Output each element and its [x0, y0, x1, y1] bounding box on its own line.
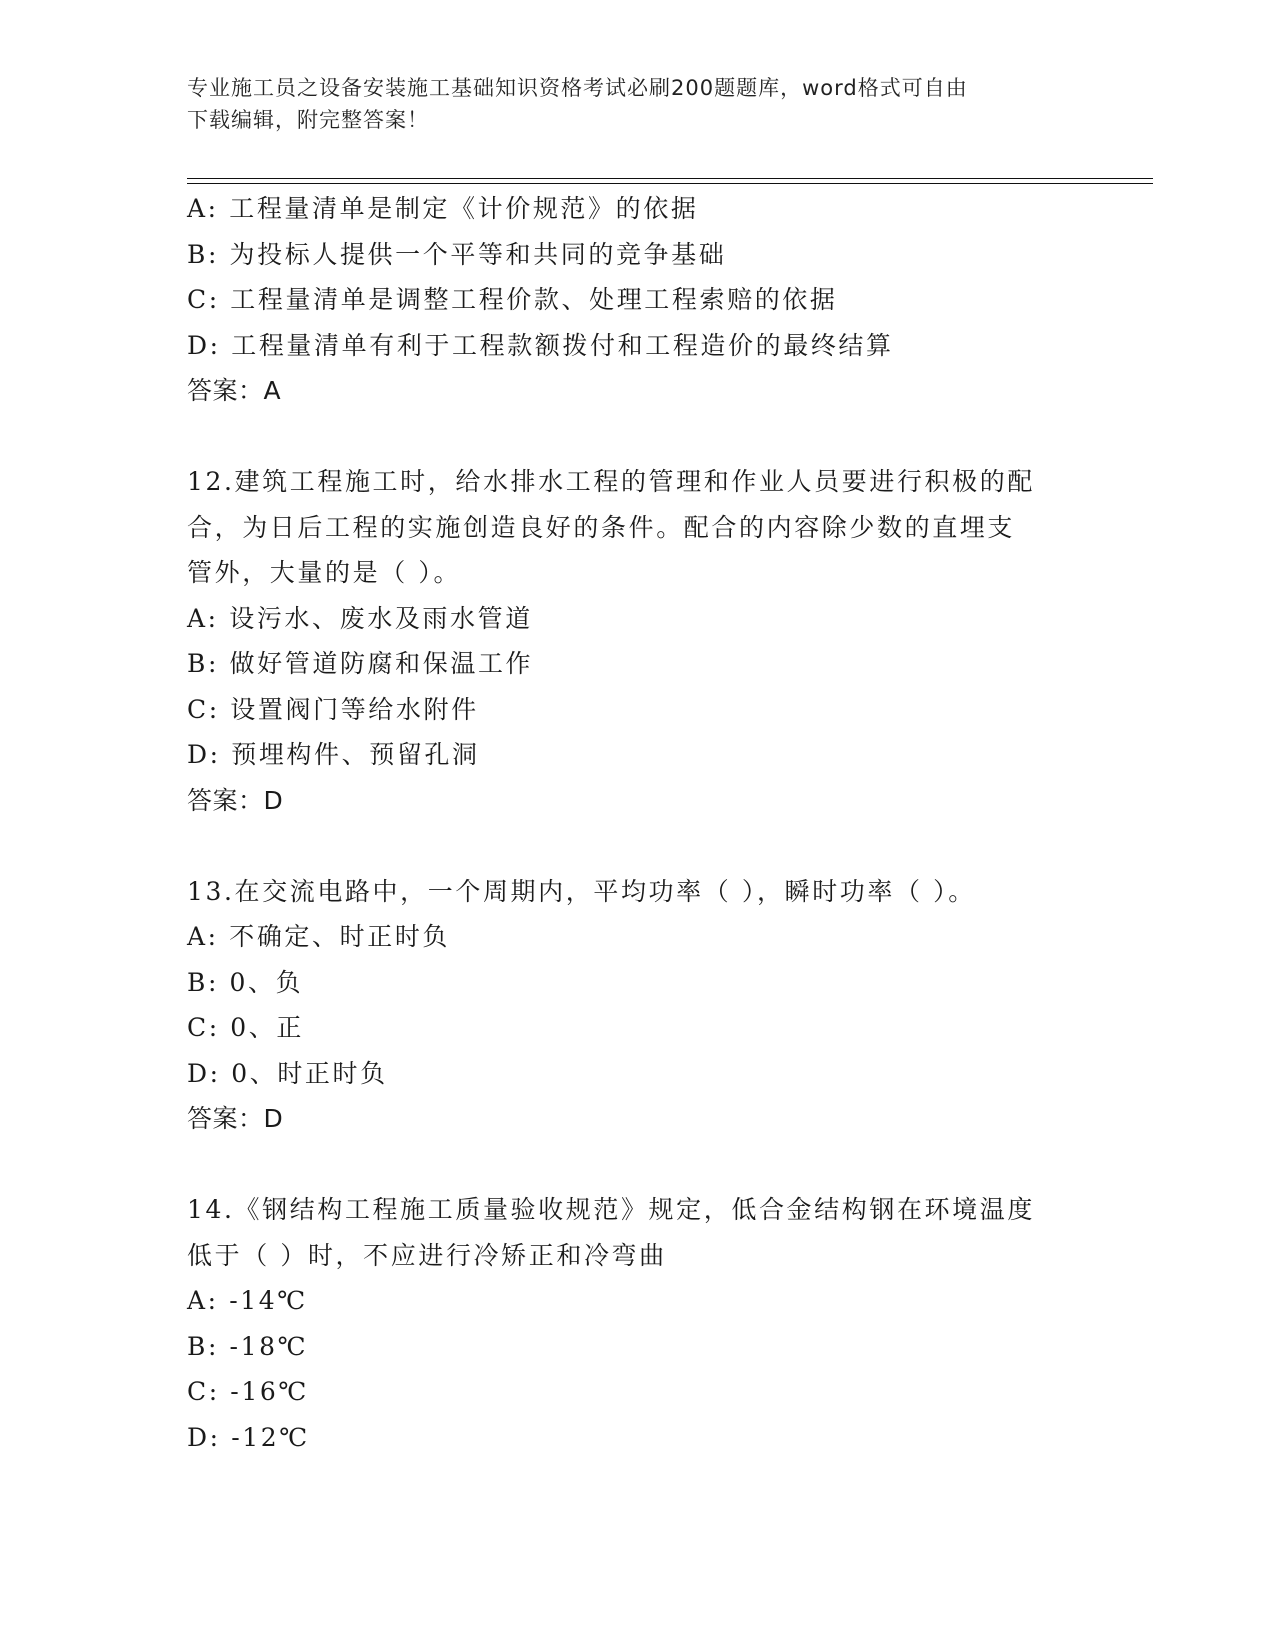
answer: 答案：D [187, 785, 284, 815]
option-a: A: 工程量清单是制定《计价规范》的依据 [187, 194, 699, 223]
spacer [187, 823, 1087, 869]
option-c: C: -16℃ [187, 1377, 309, 1406]
header-line-1: 专业施工员之设备安装施工基础知识资格考试必刷200题题库，word格式可自由 [187, 76, 968, 100]
question-stem-line: 13.在交流电路中，一个周期内，平均功率（ ），瞬时功率（ ）。 [187, 876, 976, 906]
option-b: B: 为投标人提供一个平等和共同的竞争基础 [187, 239, 727, 269]
answer: 答案：D [187, 1104, 284, 1133]
option-a: A: 不确定、时正时负 [187, 922, 451, 951]
option-c: C: 工程量清单是调整工程价款、处理工程索赔的依据 [187, 285, 838, 314]
header-line-2: 下载编辑，附完整答案！ [187, 108, 429, 132]
option-d: D: -12℃ [187, 1422, 310, 1452]
option-a: A: -14℃ [187, 1286, 308, 1315]
question-stem-line: 合，为日后工程的实施创造良好的条件。配合的内容除少数的直埋支 [187, 512, 1016, 542]
option-c: C: 设置阀门等给水附件 [187, 694, 479, 724]
question-14 [187, 1187, 1087, 1460]
header-rule-top [187, 178, 1153, 179]
question-13 [187, 869, 1087, 1142]
option-d: D: 工程量清单有利于工程款额拨付和工程造价的最终结算 [187, 330, 894, 360]
question-stem-line: 管外，大量的是（ ）。 [187, 558, 462, 587]
option-d: D: 预埋构件、预留孔洞 [187, 740, 480, 769]
option-a: A: 设污水、废水及雨水管道 [187, 603, 533, 633]
option-b: B: 0、负 [187, 967, 304, 997]
document-header [187, 72, 1067, 136]
question-stem-line: 低于（ ）时，不应进行冷矫正和冷弯曲 [187, 1240, 667, 1270]
question-12 [187, 459, 1087, 823]
header-rule-bottom [187, 183, 1153, 184]
question-content [187, 186, 1087, 1460]
option-d: D: 0、时正时负 [187, 1058, 388, 1088]
option-b: B: -18℃ [187, 1331, 309, 1361]
spacer [187, 414, 1087, 460]
question-11 [187, 186, 1087, 414]
question-stem-line: 12.建筑工程施工时，给水排水工程的管理和作业人员要进行积极的配 [187, 467, 1035, 496]
answer: 答案：A [187, 376, 282, 405]
question-stem-line: 14.《钢结构工程施工质量验收规范》规定，低合金结构钢在环境温度 [187, 1195, 1035, 1224]
spacer [187, 1142, 1087, 1188]
option-c: C: 0、正 [187, 1013, 305, 1042]
option-b: B: 做好管道防腐和保温工作 [187, 649, 534, 678]
